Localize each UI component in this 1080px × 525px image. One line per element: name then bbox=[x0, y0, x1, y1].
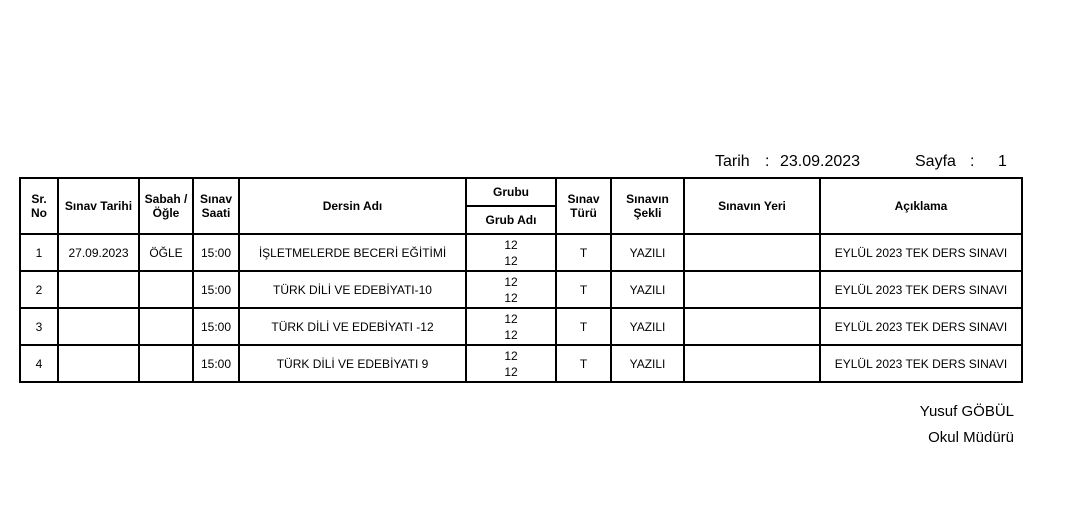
cell-session bbox=[139, 345, 193, 382]
cell-course: İŞLETMELERDE BECERİ EĞİTİMİ bbox=[239, 234, 466, 271]
date-value: 23.09.2023 bbox=[780, 153, 861, 170]
cell-time: 15:00 bbox=[193, 345, 239, 382]
cell-group: 12 12 bbox=[466, 345, 556, 382]
cell-group: 12 12 bbox=[466, 234, 556, 271]
cell-no: 3 bbox=[20, 308, 58, 345]
cell-course: TÜRK DİLİ VE EDEBİYATI -12 bbox=[239, 308, 466, 345]
cell-form: YAZILI bbox=[611, 234, 684, 271]
exam-schedule-table bbox=[19, 177, 1023, 383]
cell-time: 15:00 bbox=[193, 271, 239, 308]
cell-type: T bbox=[556, 345, 611, 382]
page-number: 1 bbox=[998, 153, 1007, 170]
table-row bbox=[20, 308, 1022, 345]
col-exam-date: Sınav Tarihi bbox=[58, 178, 139, 234]
signatory-title: Okul Müdürü bbox=[928, 429, 1014, 446]
col-exam-place: Sınavın Yeri bbox=[684, 178, 820, 234]
cell-place bbox=[684, 271, 820, 308]
cell-date: 27.09.2023 bbox=[58, 234, 139, 271]
cell-date bbox=[58, 308, 139, 345]
signatory-name: Yusuf GÖBÜL bbox=[919, 403, 1014, 420]
table-row bbox=[20, 271, 1022, 308]
cell-place bbox=[684, 345, 820, 382]
date-separator: : bbox=[765, 153, 770, 170]
page-separator: : bbox=[970, 153, 975, 170]
cell-session: ÖĞLE bbox=[139, 234, 193, 271]
col-course-name: Dersin Adı bbox=[239, 178, 466, 234]
col-session: Sabah / Öğle bbox=[139, 178, 193, 234]
col-description: Açıklama bbox=[820, 178, 1022, 234]
cell-course: TÜRK DİLİ VE EDEBİYATI 9 bbox=[239, 345, 466, 382]
table-row bbox=[20, 234, 1022, 271]
col-sr-no: Sr. No bbox=[20, 178, 58, 234]
date-label: Tarih bbox=[715, 153, 750, 170]
cell-type: T bbox=[556, 308, 611, 345]
cell-place bbox=[684, 308, 820, 345]
col-exam-time: Sınav Saati bbox=[193, 178, 239, 234]
cell-place bbox=[684, 234, 820, 271]
cell-session bbox=[139, 271, 193, 308]
cell-date bbox=[58, 345, 139, 382]
cell-course: TÜRK DİLİ VE EDEBİYATI-10 bbox=[239, 271, 466, 308]
cell-description: EYLÜL 2023 TEK DERS SINAVI bbox=[820, 271, 1022, 308]
cell-description: EYLÜL 2023 TEK DERS SINAVI bbox=[820, 345, 1022, 382]
cell-description: EYLÜL 2023 TEK DERS SINAVI bbox=[820, 234, 1022, 271]
cell-form: YAZILI bbox=[611, 308, 684, 345]
cell-no: 1 bbox=[20, 234, 58, 271]
cell-time: 15:00 bbox=[193, 234, 239, 271]
cell-form: YAZILI bbox=[611, 345, 684, 382]
cell-form: YAZILI bbox=[611, 271, 684, 308]
cell-session bbox=[139, 308, 193, 345]
cell-date bbox=[58, 271, 139, 308]
cell-no: 2 bbox=[20, 271, 58, 308]
cell-group: 12 12 bbox=[466, 271, 556, 308]
col-group-name: Grub Adı bbox=[466, 206, 556, 234]
cell-no: 4 bbox=[20, 345, 58, 382]
cell-time: 15:00 bbox=[193, 308, 239, 345]
header-row bbox=[20, 178, 1022, 206]
cell-description: EYLÜL 2023 TEK DERS SINAVI bbox=[820, 308, 1022, 345]
col-exam-form: Sınavın Şekli bbox=[611, 178, 684, 234]
cell-type: T bbox=[556, 271, 611, 308]
table-row bbox=[20, 345, 1022, 382]
col-group: Grubu bbox=[466, 178, 556, 206]
col-exam-type: Sınav Türü bbox=[556, 178, 611, 234]
cell-type: T bbox=[556, 234, 611, 271]
cell-group: 12 12 bbox=[466, 308, 556, 345]
page-label: Sayfa bbox=[915, 153, 956, 170]
